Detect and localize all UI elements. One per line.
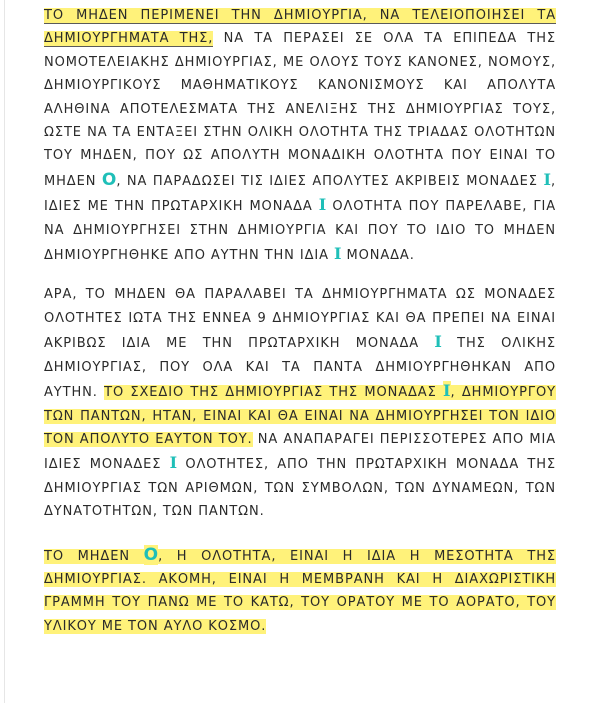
highlighted-text: , ΔΗΜΙΟΥΡΓΟΥ ΤΩΝ ΠΑΝΤΩΝ, ΗΤΑΝ, ΕΙΝΑΙ ΚΑΙ ΘΑ ΕΙΝΑΙ ΝΑ ΔΗΜΙΟΥΡΓΗΣΕΙ ΤΟΝ ΙΔΙΟ ΤΟΝ ΑΠΟΛΥΤΟ ΕΑΥΤΟΝ ΤΟΥ. xyxy=(44,385,556,447)
highlighted-text: ΤΟ ΜΗΔΕΝ ΠΕΡΙΜΕΝΕΙ ΤΗΝ ΔΗΜΙΟΥΡΓΙΑ, ΝΑ ΤΕΛΕΙΟΠΟΙΗΣΕΙ ΤΑ ΔΗΜΙΟΥΡΓΗΜΑΤΑ ΤΗΣ, xyxy=(44,8,556,47)
highlighted-text: , Η ΟΛΟΤΗΤΑ, ΕΙΝΑΙ Η ΙΔΙΑ Η ΜΕΣΟΤΗΤΑ ΤΗΣ ΔΗΜΙΟΥΡΓΙΑΣ. ΑΚΟΜΗ, ΕΙΝΑΙ Η ΜΕΜΒΡΑΝΗ ΚΑΙ Η ΔΙΑΧΩΡΙΣΤΙΚΗ ΓΡΑΜΜΗ ΤΟΥ ΠΑΝΩ ΜΕ ΤΟ ΚΑΤΩ, ΤΟΥ ΟΡΑΤΟΥ ΜΕ ΤΟ ΑΟΡΑΤΟ, ΤΟΥ ΥΛΙΚΟΥ ΜΕ ΤΟΝ ΑΥΛΟ ΚΟΣΜΟ. xyxy=(44,548,556,634)
body-text: ΤΗΣ ΟΛΙΚΗΣ ΔΗΜΙΟΥΡΓΙΑΣ, ΠΟΥ ΟΛΑ ΚΑΙ ΤΑ ΠΑΝΤΑ ΔΗΜΙΟΥΡΓΗΘΗΚΑΝ ΑΠΟ ΑΥΤΗΝ. xyxy=(44,336,556,401)
body-text: ΝΑ ΤΑ ΠΕΡΑΣΕΙ ΣΕ ΟΛΑ ΤΑ ΕΠΙΠΕΔΑ ΤΗΣ ΝΟΜΟΤΕΛΕΙΑΚΗΣ ΔΗΜΙΟΥΡΓΙΑΣ, ΜΕ ΟΛΟΥΣ ΤΟΥΣ ΚΑΝΟΝΕΣ, ΝΟΜΟΥΣ, ΔΗΜΙΟΥΡΓΙΚΟΥΣ ΜΑΘΗΜΑΤΙΚΟΥΣ ΚΑΝΟΝΙΣΜΟΥΣ ΚΑΙ ΑΠΟΛΥΤΑ ΑΛΗΘΙΝΑ ΑΠΟΤΕΛΕΣΜΑΤΑ ΤΗΣ ΑΝΕΛΙΞΗΣ ΤΗΣ ΔΗΜΙΟΥΡΓΙΑΣ ΤΟΥΣ, ΩΣΤΕ ΝΑ ΤΑ ΕΝΤΑΞΕΙ ΣΤΗΝ ΟΛΙΚΗ ΟΛΟΤΗΤΑ ΤΗΣ ΤΡΙΑΔΑΣ ΟΛΟΤΗΤΩΝ ΤΟΥ ΜΗΔΕΝ, ΠΟΥ ΩΣ ΑΠΟΛΥΤΗ ΜΟΝΑΔΙΚΗ ΟΛΟΤΗΤΑ ΠΟΥ ΕΙΝΑΙ ΤΟ ΜΗΔΕΝ xyxy=(44,31,557,189)
body-text: ΟΛΟΤΗΤΑ ΠΟΥ ΠΑΡΕΛΑΒΕ, ΓΙΑ ΝΑ ΔΗΜΙΟΥΡΓΗΣΕΙ ΣΤΗΝ ΔΗΜΙΟΥΡΓΙΑ ΚΑΙ ΠΟΥ ΤΟ ΙΔΙΟ ΤΟ ΜΗΔΕΝ ΔΗΜΙΟΥΡΓΗΘΗΚΕ ΑΠΟ ΑΥΤΗΝ ΤΗΝ ΙΔΙΑ xyxy=(44,199,556,264)
highlighted-text: ΤΟ ΜΗΔΕΝ xyxy=(44,548,144,564)
unit-symbol: I xyxy=(543,169,551,189)
page-edge-line xyxy=(4,0,5,703)
unit-symbol: I xyxy=(169,453,178,473)
body-text: ΑΡΑ, ΤΟ ΜΗΔΕΝ ΘΑ ΠΑΡΑΛΑΒΕΙ ΤΑ ΔΗΜΙΟΥΡΓΗΜΑΤΑ ΩΣ ΜΟΝΑΔΕΣ ΟΛΟΤΗΤΕΣ ΙΩΤΑ ΤΗΣ ΕΝΝΕΑ 9 ΔΗΜΙΟΥΡΓΙΑΣ ΚΑΙ ΘΑ ΠΡΕΠΕΙ ΝΑ ΕΙΝΑΙ ΑΚΡΙΒΩΣ ΙΔΙΑ ΜΕ ΤΗΝ ΠΡΩΤΑΡΧΙΚΗ ΜΟΝΑΔΑ xyxy=(44,287,556,352)
paragraph-2 xyxy=(44,283,556,523)
body-text: ΝΑ ΑΝΑΠΑΡΑΓΕΙ ΠΕΡΙΣΣΟΤΕΡΕΣ ΑΠΟ ΜΙΑ ΙΔΙΕΣ ΜΟΝΑΔΕΣ xyxy=(44,431,556,473)
paragraph-1 xyxy=(44,4,556,267)
body-text: ΟΛΟΤΗΤΕΣ, ΑΠΟ ΤΗΝ ΠΡΩΤΑΡΧΙΚΗ ΜΟΝΑΔΑ ΤΗΣ ΔΗΜΙΟΥΡΓΙΑΣ ΤΩΝ ΑΡΙΘΜΩΝ, ΤΩΝ ΣΥΜΒΟΛΩΝ, ΤΩΝ ΔΥΝΑΜΕΩΝ, ΤΩΝ ΔΥΝΑΤΟΤΗΤΩΝ, ΤΩΝ ΠΑΝΤΩΝ. xyxy=(44,457,556,520)
paragraph-3 xyxy=(44,544,556,639)
zero-circle-symbol: O xyxy=(101,169,117,190)
unit-symbol: I xyxy=(434,332,442,352)
body-text: , ΙΔΙΕΣ ΜΕ ΤΗΝ ΠΡΩΤΑΡΧΙΚΗ ΜΟΝΑΔΑ xyxy=(44,173,556,215)
unit-symbol: I xyxy=(443,381,451,401)
body-text: ΜΟΝΑΔΑ. xyxy=(341,248,415,264)
zero-circle-symbol: O xyxy=(143,544,159,565)
unit-symbol: I xyxy=(333,244,342,264)
body-text: , ΝΑ ΠΑΡΑΔΩΣΕΙ ΤΙΣ ΙΔΙΕΣ ΑΠΟΛΥΤΕΣ ΑΚΡΙΒΕΙΣ ΜΟΝΑΔΕΣ xyxy=(116,173,544,189)
highlighted-text: ΤΟ ΣΧΕΔΙΟ ΤΗΣ ΔΗΜΙΟΥΡΓΙΑΣ ΤΗΣ ΜΟΝΑΔΑΣ xyxy=(104,385,444,401)
unit-symbol: I xyxy=(318,195,327,215)
